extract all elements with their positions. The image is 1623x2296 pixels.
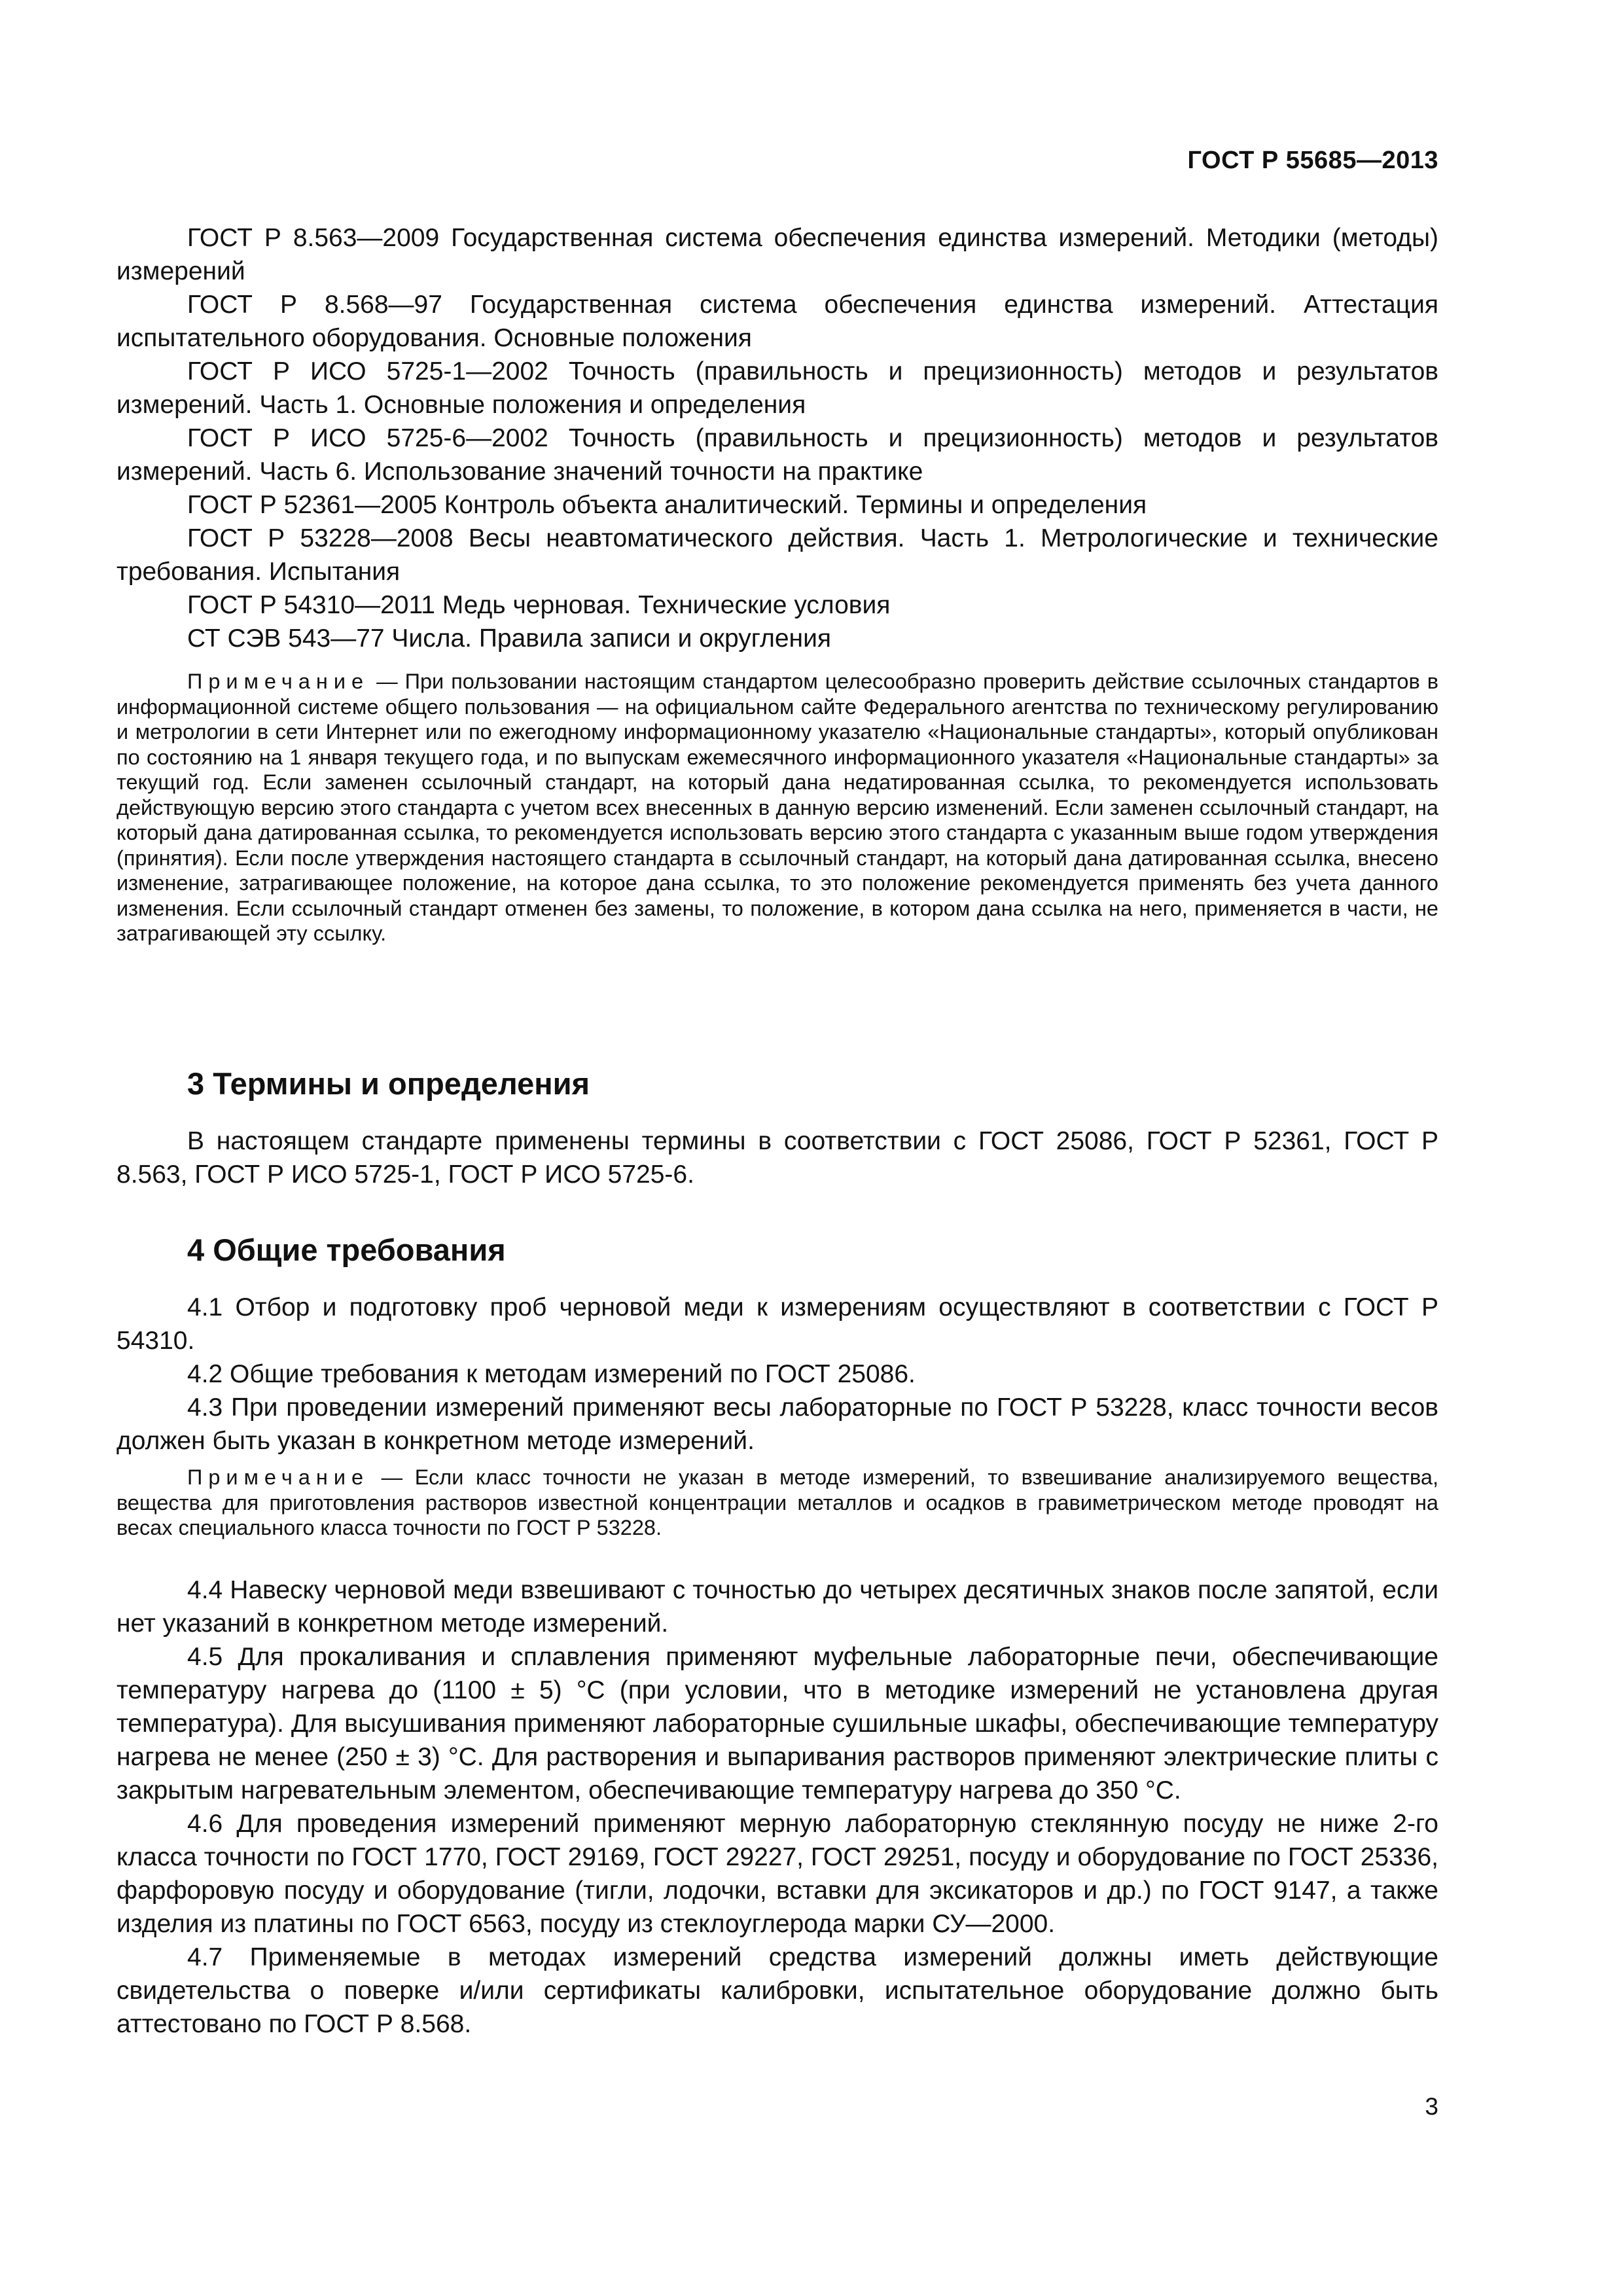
- section-4-heading: 4 Общие требования: [187, 1232, 506, 1267]
- reference-item: СТ СЭВ 543—77 Числа. Правила записи и округления: [187, 624, 831, 653]
- note-label: Примечание: [187, 670, 370, 693]
- clause-4-4: 4.4 Навеску черновой меди взвешивают с точностью до четырех десятичных знаков после запятой, если нет указаний в конкретном методе измерений.: [116, 1576, 1438, 1638]
- clause-4-1: 4.1 Отбор и подготовку проб черновой меди к измерениям осуществляют в соответствии с ГОСТ Р 54310.: [116, 1293, 1438, 1355]
- reference-item: ГОСТ Р ИСО 5725-6—2002 Точность (правильность и прецизионность) методов и результатов измерений. Часть 6. Использование значений точности на практике: [116, 424, 1438, 486]
- reference-item: ГОСТ Р 8.563—2009 Государственная система обеспечения единства измерений. Методики (методы) измерений: [116, 224, 1438, 285]
- section-3-heading: 3 Термины и определения: [187, 1066, 590, 1101]
- section-3-body: [116, 1124, 1438, 1191]
- clause-4-5: 4.5 Для прокаливания и сплавления применяют муфельные лабораторные печи, обеспечивающие температуру нагрева до (1100 ± 5) °С (при условии, что в методике измерений не установлена другая температура). Для высушивания применяют лабораторные сушильные шкафы, обеспечивающие температуру нагрева не менее (250 ± 3) °С. Для растворения и выпаривания растворов применяют электрические плиты с закрытым нагревательным элементом, обеспечивающие температуру нагрева до 350 °С.: [116, 1643, 1438, 1804]
- note-text: Если класс точности не указан в методе измерений, то взвешивание анализируемого вещества, вещества для приготовления растворов известной концентрации металлов и осадков в гравиметрическом методе проводят на весах специального класса точности по ГОСТ Р 53228.: [116, 1465, 1439, 1539]
- reference-item: ГОСТ Р 53228—2008 Весы неавтоматического действия. Часть 1. Метрологические и технические требования. Испытания: [116, 524, 1438, 586]
- reference-item: ГОСТ Р 8.568—97 Государственная система обеспечения единства измерений. Аттестация испытательного оборудования. Основные положения: [116, 291, 1438, 352]
- normative-references-list: [116, 221, 1438, 655]
- note-dash: —: [369, 670, 405, 693]
- note-text: При пользовании настоящим стандартом целесообразно проверить действие ссылочных стандартов в информационной системе общего пользования — на официальном сайте Федерального агентства по техническому регулированию и метрологии в сети Интернет или по ежегодному информационному указателю «Национальные стандарты», который опубликован по состоянию на 1 января текущего года, и по выпускам ежемесячного информационного указателя «Национальные стандарты» за текущий год. Если заменен ссылочный стандарт, на который дана недатированная ссылка, то рекомендуется использовать действующую версию этого стандарта с учетом всех внесенных в данную версию изменений. Если заменен ссылочный стандарт, на который дана датированная ссылка, то рекомендуется использовать версию этого стандарта с указанным выше годом утверждения (принятия). Если после утверждения настоящего стандарта в ссылочный стандарт, на который дана датированная ссылка, внесено изменение, затрагивающее положение, на которое дана ссылка, то это положение рекомендуется применять без учета данного изменения. Если ссылочный стандарт отменен без замены, то положение, в котором дана ссылка на него, применяется в части, не затрагивающей эту ссылку.: [116, 670, 1439, 945]
- document-page: [116, 0, 1438, 2296]
- note-dash: —: [369, 1465, 415, 1489]
- page-number: 3: [1425, 2093, 1438, 2120]
- reference-item: ГОСТ Р ИСО 5725-1—2002 Точность (правильность и прецизионность) методов и результатов измерений. Часть 1. Основные положения и определения: [116, 357, 1438, 419]
- clause-4-3-note: [116, 1465, 1438, 1541]
- section-3-paragraph: В настоящем стандарте применены термины в соответствии с ГОСТ 25086, ГОСТ Р 52361, ГОСТ Р 8.563, ГОСТ Р ИСО 5725-1, ГОСТ Р ИСО 5725-6.: [116, 1127, 1438, 1189]
- clause-4-2: 4.2 Общие требования к методам измерений по ГОСТ 25086.: [187, 1360, 916, 1388]
- reference-item: ГОСТ Р 54310—2011 Медь черновая. Технические условия: [187, 591, 891, 619]
- clause-4-3: 4.3 При проведении измерений применяют весы лабораторные по ГОСТ Р 53228, класс точности весов должен быть указан в конкретном методе измерений.: [116, 1393, 1438, 1455]
- section-4-items-first: [116, 1291, 1438, 1458]
- references-note: [116, 669, 1438, 946]
- clause-4-6: 4.6 Для проведения измерений применяют мерную лабораторную стеклянную посуду не ниже 2-го класса точности по ГОСТ 1770, ГОСТ 29169, ГОСТ 29227, ГОСТ 29251, посуду и оборудование по ГОСТ 25336, фарфоровую посуду и оборудование (тигли, лодочки, вставки для эксикаторов и др.) по ГОСТ 9147, а также изделия из платины по ГОСТ 6563, посуду из стеклоуглерода марки СУ—2000.: [116, 1810, 1438, 1938]
- reference-item: ГОСТ Р 52361—2005 Контроль объекта аналитический. Термины и определения: [187, 491, 1147, 519]
- section-4-items-second: [116, 1573, 1438, 2041]
- standard-code-header: ГОСТ Р 55685—2013: [1187, 147, 1438, 174]
- note-label: Примечание: [187, 1465, 370, 1489]
- clause-4-7: 4.7 Применяемые в методах измерений средства измерений должны иметь действующие свидетельства о поверке и/или сертификаты калибровки, испытательное оборудование должно быть аттестовано по ГОСТ Р 8.568.: [116, 1943, 1438, 2038]
